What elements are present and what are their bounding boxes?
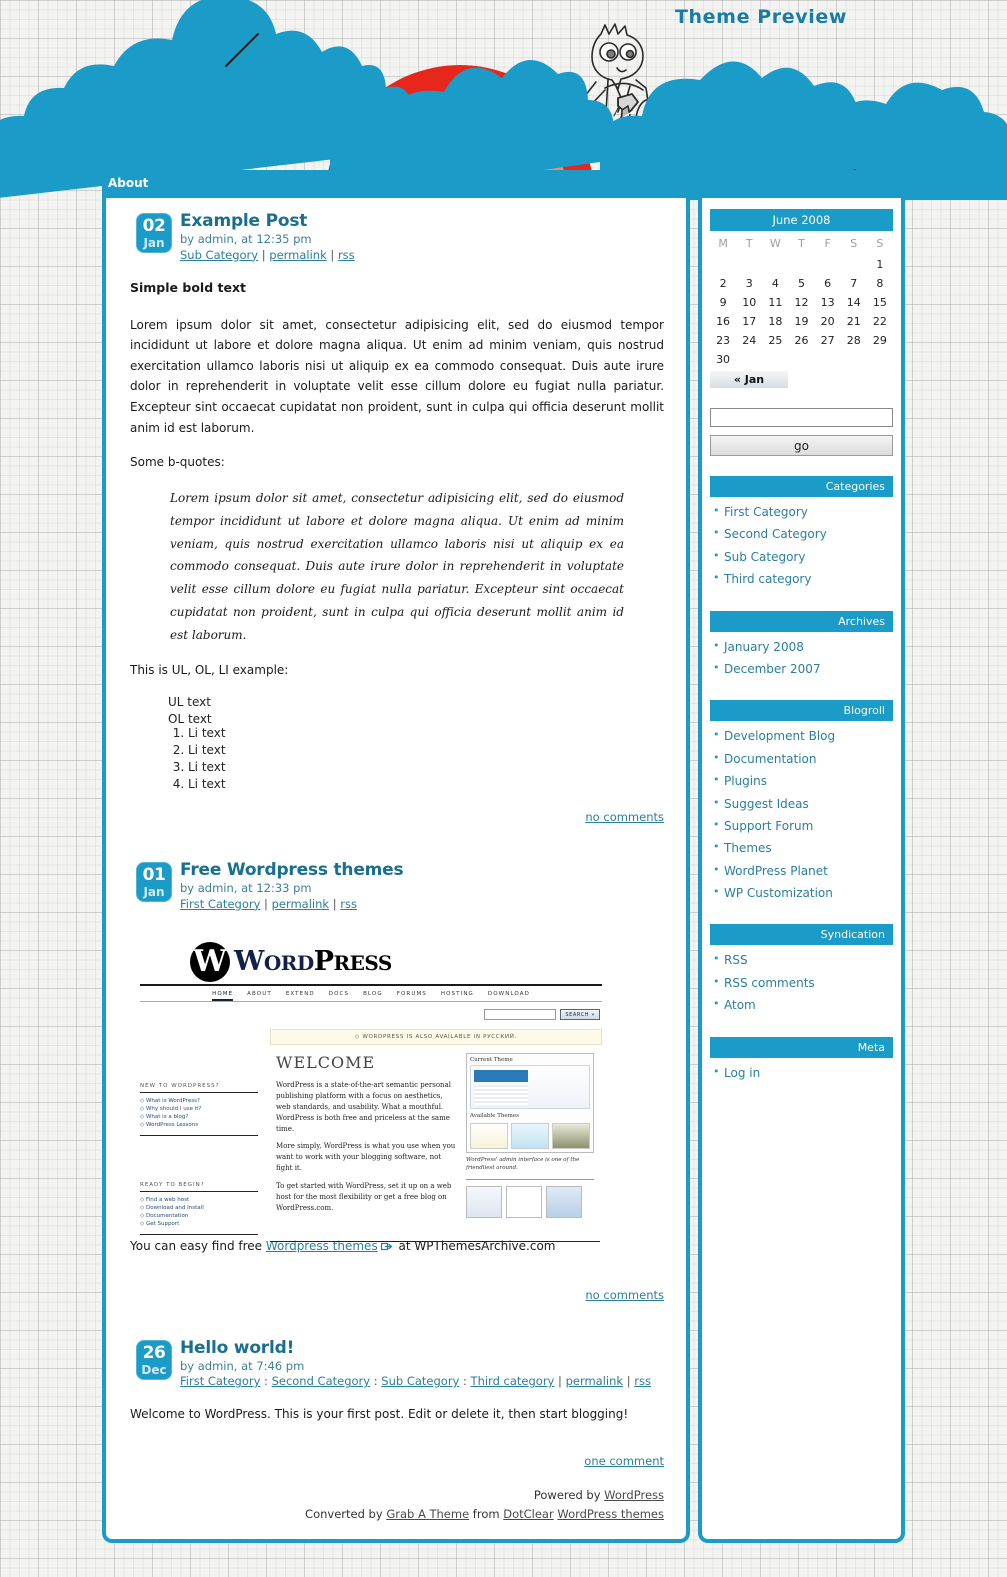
post-date-badge [136,213,172,253]
categories-list [710,501,893,591]
calendar-day: 9 [719,296,727,309]
post-byline: by admin, at 12:35 pm [180,232,312,246]
post-category-link[interactable]: Sub Category [381,1374,460,1389]
blogroll-link[interactable]: WP Customization [724,886,833,901]
wp-logo-row [132,940,610,984]
ol-label: OL text [168,712,212,727]
calendar-day: 5 [797,277,805,290]
post-meta-links [180,897,664,913]
list-item[interactable] [710,501,893,523]
meta-separator: : [264,1374,268,1389]
post-header [128,1338,664,1390]
wordpress-logo-icon: W [190,942,230,982]
wp-nav-hosting: HOSTING [440,991,474,998]
primary-nav[interactable] [102,170,905,198]
post-body [128,263,664,791]
post-date-month: Jan [143,236,165,250]
calendar-week [710,255,893,274]
footer-wordpress-link[interactable]: WordPress [604,1487,664,1502]
wp-left-link: ◇ Get Support [140,1221,180,1228]
meta-separator: | [558,1374,562,1389]
meta-separator: | [264,896,268,911]
list-item[interactable] [710,725,893,747]
list-item[interactable] [710,1062,893,1084]
post-title[interactable]: Hello world! [180,1337,295,1358]
wp-left-heading-1: NEW TO WORDPRESS? [140,1083,258,1093]
wp-screenshot-footer-rule [270,1241,600,1242]
post-blockquote [170,487,624,647]
wp-mini-thumb [506,1186,542,1218]
calendar-nav [710,371,893,388]
calendar-day: 20 [820,315,835,328]
meta-separator: | [330,247,335,262]
blogroll-link[interactable]: Suggest Ideas [724,796,809,811]
footer-powered-text: Powered by [533,1487,605,1502]
calendar-day: 17 [742,315,757,328]
post-category-link[interactable]: Sub Category [180,247,259,262]
wp-nav-docs: DOCS [328,991,350,998]
blogroll-list [710,725,893,904]
post-closing-line [130,1236,664,1258]
list-item[interactable] [710,837,893,859]
calendar-day [841,255,867,274]
calendar-weekday: T [745,237,753,250]
blockquote-text: Lorem ipsum dolor sit amet, consectetur adipisicing elit, sed do eiusmod tempor incididunt ut labore et dolore magna aliqua. Ut enim ad minim veniam, quis nostrud exercitation ullamco laboris nisi ut aliquip ex ea commodo consequat. Duis aute irure dolor in reprehenderit in voluptate velit esse cillum dolore eu fugiat nulla pariatur. Excepteur sint occaecat cupidatat non proident, sunt in culpa qui officia deserunt mollit anim id est laborum. [170,490,624,642]
calendar-day [762,255,788,274]
widget-title-meta: Meta [710,1037,893,1058]
calendar-day: 29 [872,334,887,347]
post-paragraph: Welcome to WordPress. This is your first post. Edit or delete it, then start blogging! [130,1406,629,1421]
post-rss-link[interactable]: rss [634,1374,651,1389]
calendar-weekday: S [850,237,858,250]
category-link[interactable]: Third category [724,572,812,587]
wp-screenshot-locale-notice: ◇ WORDPRESS IS ALSO AVAILABLE IN РУССКИЙ. [270,1029,602,1045]
list-intro: This is UL, OL, LI example: [130,663,289,678]
wp-theme-swatch [470,1123,508,1149]
demo-ordered-list [170,726,664,791]
closing-text-pre: You can easy find free [130,1239,266,1254]
ol-item: 2. Li text [188,743,664,757]
closing-text-post: at WPThemesArchive.com [394,1239,556,1254]
list-item[interactable] [710,523,893,545]
calendar-day: 15 [872,296,887,309]
calendar-day: 24 [742,334,757,347]
blogroll-link[interactable]: Plugins [724,774,767,789]
post-bold-line: Simple bold text [130,280,246,296]
calendar-day: 7 [850,277,858,290]
wp-wordmark-p: P [313,946,334,978]
wp-screenshot-search-row [132,1002,610,1021]
archive-link[interactable]: January 2008 [724,639,804,654]
nav-item-about[interactable] [102,170,158,194]
post-date-month: Jan [143,885,165,900]
wp-left-link: ◇ What is a blog? [140,1114,189,1121]
list-item[interactable] [710,815,893,837]
wp-left-link: ◇ Why should I use it? [140,1106,202,1113]
wp-theme-panel [466,1053,594,1153]
post-permalink[interactable]: permalink [565,1374,624,1389]
calendar-day [710,255,736,274]
footer-converted-line [106,1505,664,1525]
comments-link[interactable]: no comments [585,1287,664,1302]
post-rss-link[interactable]: rss [337,247,355,262]
list-item[interactable] [710,748,893,770]
list-item[interactable] [710,636,893,658]
calendar-day: 23 [716,334,731,347]
footer-grab-a-theme-link[interactable]: Grab A Theme [386,1507,470,1522]
list-item[interactable] [710,860,893,882]
list-item[interactable] [710,793,893,815]
syndication-link[interactable]: RSS comments [724,975,815,990]
nav-link-about[interactable]: About [108,176,149,190]
post-byline: by admin, at 7:46 pm [180,1358,305,1373]
wp-screenshot-left-col [140,1053,266,1235]
search-submit-button[interactable]: go [710,435,893,456]
widget-meta [710,1037,893,1084]
calendar-weekday: T [798,237,805,250]
wp-left-link: ◇ WordPress Lessons [140,1122,199,1129]
meta-list [710,1062,893,1084]
wp-nav-about: ABOUT [247,991,272,998]
footer-powered-line [106,1486,664,1506]
post-hello-world [106,1322,686,1489]
calendar-week [710,293,893,312]
calendar-day [788,255,814,274]
wp-wordmark-w: W [234,946,264,978]
sidebar-panel [698,195,905,1543]
post-meta-links [180,248,664,264]
archive-link[interactable]: December 2007 [724,661,821,676]
calendar-day: 3 [745,277,753,290]
calendar-day: 16 [716,315,731,328]
wp-panel-subtitle: Available Themes [470,1113,519,1120]
widget-search [710,408,893,456]
footer-converted-text: Converted by [305,1507,387,1522]
list-item[interactable] [710,994,893,1016]
post-date-badge [136,1340,172,1380]
ol-item: 3. Li text [188,760,664,774]
site-footer [106,1486,686,1539]
post-meta [180,881,664,912]
list-item[interactable] [710,658,893,680]
wp-wordmark-ord: ORD [263,951,314,976]
calendar-weekday: F [824,237,831,250]
calendar-day: 25 [768,334,783,347]
post-date-day: 26 [142,1342,166,1363]
post-body [128,1390,664,1425]
list-item[interactable] [710,949,893,971]
calendar-table [710,209,893,369]
calendar-day: 11 [768,296,783,309]
calendar-day: 13 [820,296,835,309]
demo-unordered-list [168,695,664,709]
calendar-day: 27 [820,334,835,347]
wp-mini-thumb [546,1186,582,1218]
calendar-day: 4 [771,277,779,290]
calendar-body [710,255,893,369]
wp-wordmark-ress: RESS [333,951,392,976]
calendar-day: 6 [824,277,832,290]
calendar-day [788,350,814,369]
post-permalink[interactable]: permalink [269,247,327,262]
calendar-day: 26 [794,334,809,347]
wp-paragraph-1: WordPress is a state-of-the-art semantic personal publishing platform with a focus on aesthetics, web standards, and usability. What a mouthful. WordPress is both free and priceless at the same time. [276,1081,451,1133]
calendar-head [710,233,893,255]
category-link[interactable]: Sub Category [724,549,806,564]
calendar-caption: June 2008 [710,209,893,231]
calendar-day: 14 [846,296,861,309]
site-title: Theme Preview [675,6,847,28]
syndication-list [710,949,893,1016]
calendar-weekday: M [718,237,728,250]
post-date-month: Dec [141,1362,167,1377]
blogroll-link[interactable]: WordPress Planet [724,863,828,878]
blogroll-link[interactable]: Development Blog [724,729,836,744]
widget-title-blogroll: Blogroll [710,700,893,721]
blogroll-link[interactable]: Documentation [724,751,817,766]
wp-available-themes [470,1123,590,1149]
main-content-panel [102,195,690,1543]
wp-left-link: ◇ What is WordPress? [140,1098,200,1105]
blogroll-link[interactable]: Themes [724,841,772,856]
wp-paragraph-2: More simply, WordPress is what you use when you want to work with your blogging software, not fight it. [276,1142,456,1173]
calendar-weekday: S [876,237,884,250]
post-free-wordpress-themes [106,844,686,1322]
wp-theme-thumbnail [470,1065,590,1109]
post-header [128,860,664,912]
wp-screenshot-caption: WordPress' admin interface is one of the friendliest around. [466,1157,594,1179]
post-date-day: 01 [142,865,166,886]
syndication-link[interactable]: Atom [724,998,756,1013]
wp-mini-thumb [466,1186,502,1218]
footer-from-text: from [469,1507,504,1522]
category-link[interactable]: First Category [724,505,808,519]
widget-title-syndication: Syndication [710,924,893,945]
calendar-week [710,331,893,350]
wp-left-link: ◇ Documentation [140,1213,189,1220]
wp-left-links-1 [140,1093,258,1136]
ol-item: 4. Li text [188,777,664,791]
post-title[interactable]: Free Wordpress themes [180,860,404,881]
post-meta [180,1359,664,1390]
post-category-link[interactable]: Third category [470,1374,555,1389]
comments-link[interactable]: no comments [585,810,664,825]
wp-screenshot-right-col [466,1053,594,1235]
post-comments-line [128,794,664,844]
widget-calendar [710,209,893,388]
blogroll-link[interactable]: Support Forum [724,818,814,833]
calendar-day [815,255,841,274]
post-permalink[interactable]: permalink [271,896,330,911]
calendar-day [736,255,762,274]
post-title[interactable]: Example Post [180,211,308,231]
meta-separator: : [373,1374,378,1389]
post-example-post [106,195,686,844]
wp-nav-blog: BLOG [363,991,383,998]
comments-link[interactable]: one comment [584,1454,664,1469]
post-header [128,211,664,263]
post-byline: by admin, at 12:33 pm [180,881,312,896]
calendar-day [762,350,788,369]
calendar-week [710,312,893,331]
blockquote-intro: Some b-quotes: [130,455,225,470]
syndication-link[interactable]: RSS [724,953,748,968]
calendar-day: 1 [876,258,884,271]
calendar-week [710,274,893,293]
wp-theme-swatch [552,1123,590,1149]
meta-separator: | [332,896,337,911]
calendar-day: 8 [876,277,884,290]
list-item[interactable] [710,972,893,994]
ol-item: 1. Li text [188,726,664,740]
widget-archives [710,611,893,681]
wp-wordmark [190,940,610,985]
wp-nav-extend: EXTEND [285,991,315,998]
wp-screenshot-nav [140,986,602,1002]
search-input[interactable] [710,408,893,427]
wp-theme-swatch [511,1123,549,1149]
login-link[interactable]: Log in [724,1065,761,1080]
post-comments-line [128,1272,664,1322]
list-item[interactable] [710,882,893,904]
wp-paragraph-3: To get started with WordPress, set it up on a web host for the most flexibility or get a free blog on WordPress.com. [276,1181,452,1212]
calendar-day [815,350,841,369]
wp-screenshot-search-button: SEARCH » [560,1009,600,1020]
calendar-day [867,350,893,369]
list-item[interactable] [710,546,893,568]
calendar-weekday: W [769,237,781,250]
calendar-day [841,350,867,369]
wp-panel-title: Current Theme [470,1057,513,1064]
list-item[interactable] [710,568,893,590]
post-comments-line [128,1438,664,1488]
ul-item: UL text [168,695,211,710]
calendar-day: 19 [794,315,809,328]
meta-separator: | [626,1374,631,1389]
post-meta-links [180,1374,664,1390]
widget-blogroll [710,700,893,904]
meta-separator: | [261,247,266,262]
post-category-link[interactable]: Second Category [271,1374,371,1389]
calendar-prev-month-link[interactable]: « Jan [710,371,788,388]
wp-left-link: ◇ Download and Install [140,1205,204,1212]
wordpress-themes-link[interactable]: Wordpress themes [265,1239,378,1254]
calendar-day: 28 [846,334,861,347]
wp-nav-home: HOME [212,991,233,1001]
post-date-day: 02 [142,216,166,236]
wordpress-org-screenshot-image [132,940,610,1228]
calendar-day: 10 [742,296,757,309]
calendar-day [736,350,762,369]
category-link[interactable]: Second Category [724,527,827,542]
post-meta [180,232,664,263]
calendar-day: 22 [872,315,887,328]
wp-left-link: ◇ Find a web host [140,1197,190,1204]
calendar-weekday-row [710,233,893,255]
archives-list [710,636,893,681]
post-paragraph: Lorem ipsum dolor sit amet, consectetur adipisicing elit, sed do eiusmod tempor incididunt ut labore et dolore magna aliqua. Ut enim ad minim veniam, quis nostrud exercitation ullamco laboris nisi ut aliquip ex ea commodo consequat. Duis aute irure dolor in reprehenderit in voluptate velit esse cillum dolore eu fugiat nulla pariatur. Excepteur sint occaecat cupidatat non proident, sunt in culpa qui officia deserunt mollit anim id est laborum. [130,317,664,435]
calendar-day: 12 [794,296,809,309]
calendar-day: 30 [716,353,731,366]
meta-separator: : [463,1374,467,1389]
site-header [0,0,1007,200]
footer-dotclear-link[interactable]: DotClear [503,1507,554,1522]
footer-wordpress-themes-link[interactable]: WordPress themes [557,1507,664,1522]
list-item[interactable] [710,770,893,792]
widget-categories [710,476,893,591]
widget-title-categories: Categories [710,476,893,497]
wp-screenshot-middle-col [266,1053,466,1235]
post-rss-link[interactable]: rss [340,896,357,911]
calendar-day: 18 [768,315,783,328]
widget-syndication [710,924,893,1016]
calendar-day: 21 [846,315,861,328]
post-category-link[interactable]: First Category [180,896,261,911]
widget-title-archives: Archives [710,611,893,632]
calendar-week [710,350,893,369]
wp-left-heading-2: READY TO BEGIN? [140,1182,258,1192]
wp-screenshot-columns [140,1053,602,1235]
post-date-badge [136,862,172,902]
wp-nav-forums: FORUMS [396,991,427,998]
wp-left-links-2 [140,1192,258,1235]
wp-nav-download: DOWNLOAD [487,991,530,998]
wp-screenshot-search-input [484,1009,556,1020]
post-body [128,912,664,1258]
wp-mini-thumbs [466,1186,594,1218]
calendar-day: 2 [719,277,727,290]
wp-welcome-heading: WELCOME [276,1053,376,1073]
post-category-link[interactable]: First Category [180,1374,261,1389]
